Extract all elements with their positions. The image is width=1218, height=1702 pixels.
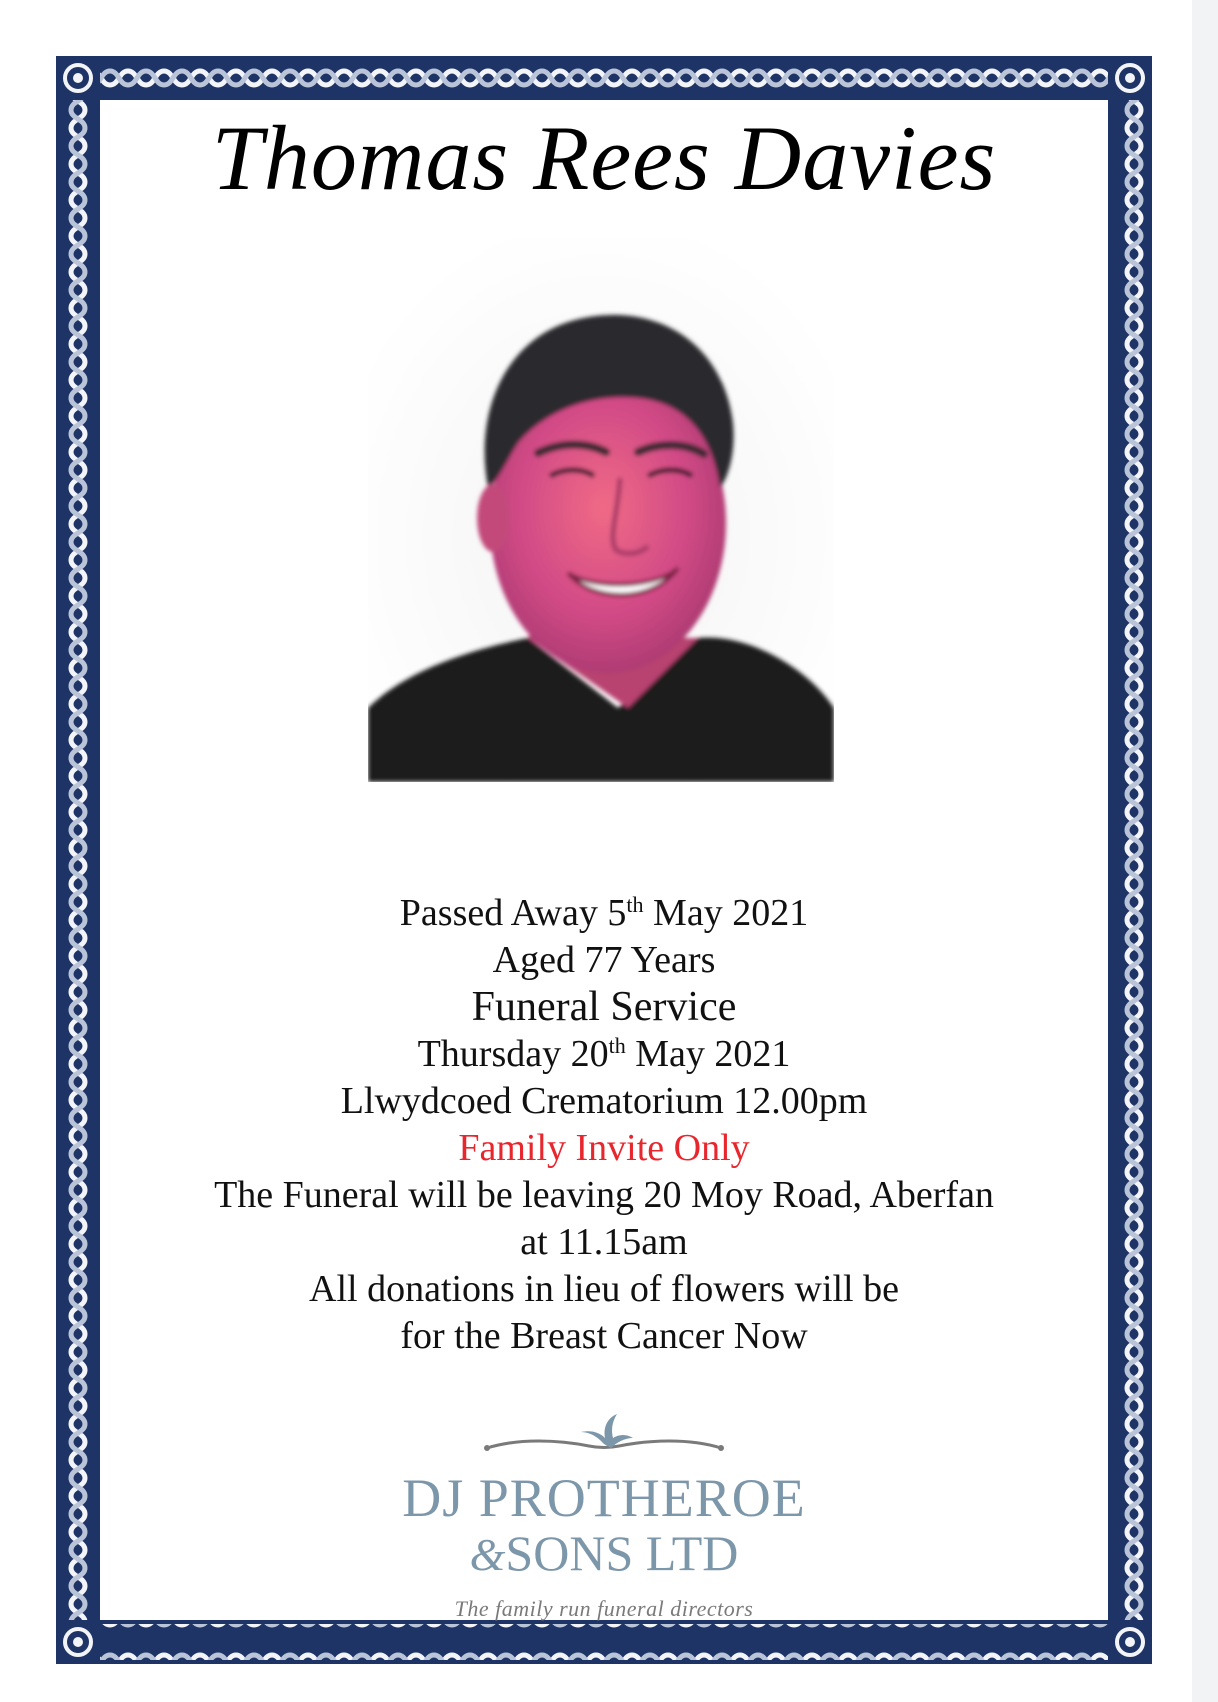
passed-away-month: May 2021: [643, 892, 809, 934]
service-date-line: [100, 1031, 1108, 1078]
notice-text: [100, 890, 1108, 1360]
venue-line: Llwydcoed Crematorium 12.00pm: [340, 1080, 868, 1122]
funeral-director-logo: [100, 1412, 1108, 1622]
page-edge-strip: [1192, 0, 1218, 1702]
service-date-ordinal: th: [608, 1032, 626, 1058]
donations-line-2: for the Breast Cancer Now: [400, 1315, 808, 1357]
service-heading: Funeral Service: [471, 984, 737, 1030]
leaving-time-line: at 11.15am: [520, 1221, 688, 1263]
logo-line-2: [100, 1526, 1108, 1582]
logo-ampersand: &: [469, 1529, 506, 1580]
passed-away-ordinal: th: [626, 891, 644, 917]
logo-line-1: DJ PROTHEROE: [402, 1468, 806, 1528]
logo-sons-ltd: SONS LTD: [505, 1525, 739, 1581]
age-line: Aged 77 Years: [492, 939, 716, 981]
bird-icon: [479, 1412, 729, 1466]
deceased-name: Thomas Rees Davies: [211, 107, 997, 209]
logo-tagline: The family run funeral directors: [454, 1596, 754, 1621]
passed-away-line: [100, 890, 1108, 937]
passed-away-text: Passed Away 5: [399, 892, 627, 934]
service-date-text: Thursday 20: [417, 1033, 609, 1075]
service-date-month: May 2021: [625, 1033, 791, 1075]
portrait-photo: [368, 238, 834, 782]
notice-content: [100, 100, 1108, 1620]
leaving-line: The Funeral will be leaving 20 Moy Road, Aberfan: [214, 1174, 994, 1216]
donations-line-1: All donations in lieu of flowers will be: [309, 1268, 899, 1310]
family-invite-line: Family Invite Only: [458, 1127, 750, 1169]
